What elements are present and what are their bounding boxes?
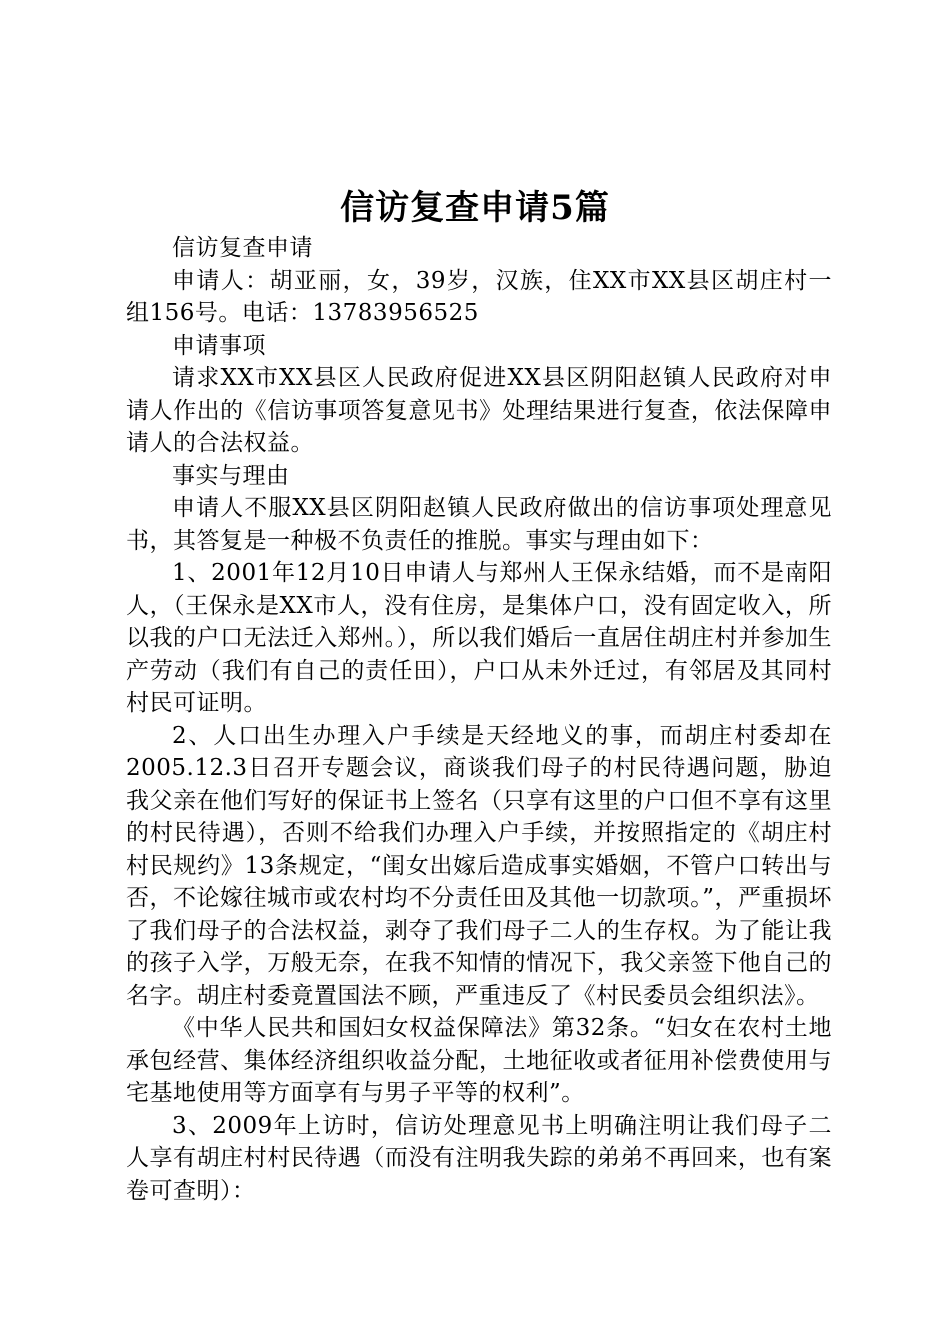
paragraph-fact-1: 1、2001年12月10日申请人与郑州人王保永结婚，而不是南阳人，（王保永是XX市人，没有住房，是集体户口，没有固定收入，所以我的户口无法迁入郑州。），所以我们婚后一直居住胡庄村并参加生产劳动（我们有自己的责任田），户口从未外迁过，有邻居及其同村村民可证明。: [126, 560, 832, 716]
paragraph-facts-intro: 申请人不服XX县区阴阳赵镇人民政府做出的信访事项处理意见书，其答复是一种极不负责任的推脱。事实与理由如下：: [126, 495, 832, 554]
paragraph-fact-3: 3、2009年上访时，信访处理意见书上明确注明让我们母子二人享有胡庄村村民待遇（而没有注明我失踪的弟弟不再回来，也有案卷可查明）：: [126, 1112, 832, 1204]
paragraph-request: 请求XX市XX县区人民政府促进XX县区阴阳赵镇人民政府对申请人作出的《信访事项答复意见书》处理结果进行复查，依法保障申请人的合法权益。: [126, 365, 832, 456]
paragraph-applicant: 申请人：胡亚丽，女，39岁，汉族，住XX市XX县区胡庄村一组156号。电话：13783956525: [126, 267, 832, 326]
paragraph-fact-2: 2、人口出生办理入户手续是天经地义的事，而胡庄村委却在2005.12.3日召开专题会议，商谈我们母子的村民待遇问题，胁迫我父亲在他们写好的保证书上签名（只享有这里的户口但不享有这里的村民待遇），否则不给我们办理入户手续，并按照指定的《胡庄村村民规约》13条规定，“闺女出嫁后造成事实婚姻，不管户口转出与否，不论嫁往城市或农村均不分责任田及其他一切款项。”，严重损坏了我们母子的合法权益，剥夺了我们母子二人的生存权。为了能让我的孩子入学，万般无奈，在我不知情的情况下，我父亲签下他自己的名字。胡庄村委竟置国法不顾，严重违反了《村民委员会组织法》。: [126, 722, 832, 1009]
paragraph-law-citation: 《中华人民共和国妇女权益保障法》第32条。“妇女在农村土地承包经营、集体经济组织收益分配，土地征收或者征用补偿费使用与宅基地使用等方面享有与男子平等的权利”。: [126, 1015, 832, 1106]
paragraph-heading-facts: 事实与理由: [172, 462, 290, 489]
paragraph-subtitle: 信访复查申请: [172, 235, 313, 261]
document-body: [126, 232, 832, 1207]
document-title: 信访复查申请5篇: [340, 188, 610, 228]
paragraph-heading-request: 申请事项: [172, 332, 266, 359]
